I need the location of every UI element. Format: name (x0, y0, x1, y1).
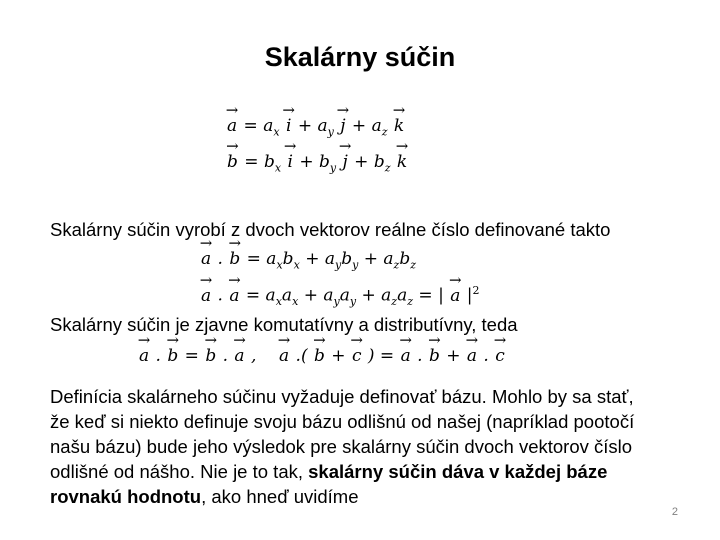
paragraph-properties: Skalárny súčin je zjavne komutatívny a distributívny, teda (50, 314, 518, 335)
equation-vector-b: → $b = b_x \to i + b_y \to j + b_z \to k$ (226, 152, 408, 174)
equation-comm-dist: → a . → b = → b . → a , → a .( → b + → c ) = → a . → b + → a . → c (138, 346, 506, 366)
slide-title: Skalárny súčin (264, 42, 456, 72)
paragraph-basis-text: Definícia skalárneho súčinu vyžaduje definovať bázu. Mohlo by sa stať, že keď si niekto definuje svoju bázu odlišnú od našej (napríklad pootočí našu bázu) bude jeho výsledok pre skalárny súčin dvoch vektorov číslo odlišné od nášho. Nie je to tak, (50, 386, 635, 482)
paragraph-basis-end: , ako hneď uvidíme (201, 486, 359, 507)
paragraph-basis (50, 384, 654, 509)
equation-dot-aa: → a . → $a = a_xa_x + a_ya_y + a_za_z$ = | → a $|^2$ (200, 284, 479, 308)
paragraph-basis-bold: skalárny súčin dáva v každej báze rovnakú hodnotu (50, 461, 608, 507)
equation-vector-a: → $a = a_x \to i + a_y \to j + a_z \to k$ (226, 116, 405, 138)
equation-dot-ab: → a . → $b = a_xb_x + a_yb_y + a_zb_z$ (200, 249, 416, 271)
paragraph-definition: Skalárny súčin vyrobí z dvoch vektorov reálne číslo definované takto (50, 219, 611, 240)
page-number: 2 (671, 506, 678, 518)
